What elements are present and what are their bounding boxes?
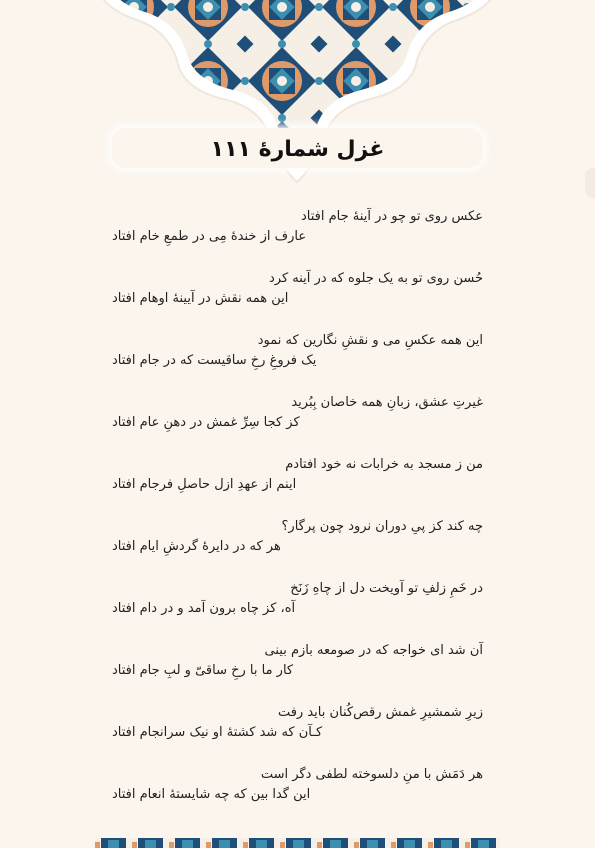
couplet xyxy=(112,455,483,517)
couplet-second-line: این همه نقش در آیینهٔ اوهام افتاد xyxy=(112,291,289,306)
couplet-second-line: آه، کز چاه برون آمد و در دام افتاد xyxy=(112,601,296,616)
couplet-second-line: هر که در دایرهٔ گردشِ ایام افتاد xyxy=(112,539,281,554)
couplet-second-line: یک فروغِ رخِ ساقیست که در جام افتاد xyxy=(112,353,317,368)
couplet-first-line: در خَمِ زلفِ تو آویخت دل از چاهِ زَنَخ xyxy=(290,581,483,596)
couplet xyxy=(112,331,483,393)
title-bar xyxy=(112,128,483,168)
couplet-first-line: هر دَمَش با منِ دلسوخته لطفی دگر است xyxy=(260,767,483,782)
couplet-second-line: کز کجا سِرِّ غمش در دهنِ عام افتاد xyxy=(112,415,300,430)
couplet-first-line: عکس روی تو چو در آینهٔ جام افتاد xyxy=(301,209,483,224)
bottom-tile-ornament xyxy=(95,838,500,848)
couplet-first-line: زیرِ شمشیرِ غمش رقص‌کُنان باید رفت xyxy=(277,705,483,720)
couplet-first-line: حُسن روی تو به یک جلوه که در آینه کرد xyxy=(269,271,483,286)
couplet xyxy=(112,765,483,827)
couplet-first-line: غیرتِ عشق، زبانِ همه خاصان بِبُرید xyxy=(291,395,483,410)
couplet xyxy=(112,517,483,579)
couplet xyxy=(112,703,483,765)
couplet-second-line: کار ما با رخِ ساقیّ و لبِ جام افتاد xyxy=(112,663,294,678)
couplet-second-line: عارف از خندهٔ مِی در طمعِ خام افتاد xyxy=(112,229,307,244)
couplet xyxy=(112,393,483,455)
couplet-second-line: کـآن که شد کشتهٔ او نیک سرانجام افتاد xyxy=(112,725,323,740)
couplet-second-line: این گدا بین که چه شایستهٔ انعام افتاد xyxy=(112,787,311,802)
couplet-first-line: آن شد ای خواجه که در صومعه بازم بینی xyxy=(264,643,483,658)
couplet-second-line: اینم از عهدِ ازل حاصلِ فرجام افتاد xyxy=(112,477,297,492)
couplet xyxy=(112,269,483,331)
side-decoration xyxy=(585,168,595,198)
couplet-first-line: چه کند کز پیِ دوران نرود چون پرگار؟ xyxy=(281,519,483,534)
couplet xyxy=(112,207,483,269)
poem-body xyxy=(112,207,483,827)
couplet xyxy=(112,641,483,703)
couplet xyxy=(112,579,483,641)
couplet-first-line: این همه عکسِ می و نقشِ نگارین که نمود xyxy=(257,333,483,348)
poem-title: غزل شمارهٔ ۱۱۱ xyxy=(210,136,385,162)
couplet-first-line: من ز مسجد به خرابات نه خود افتادم xyxy=(285,457,483,472)
